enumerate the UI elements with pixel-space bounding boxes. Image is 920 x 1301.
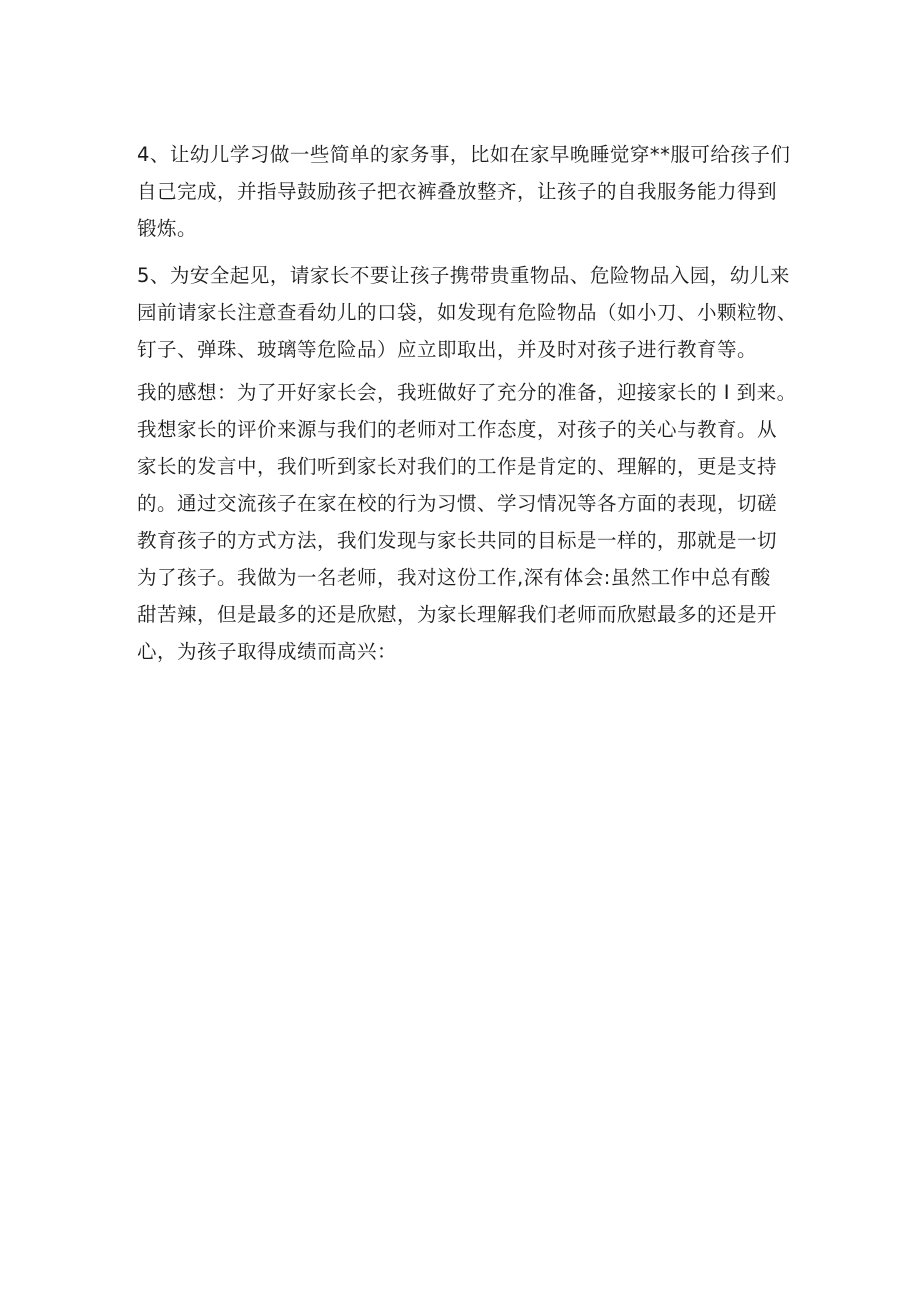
paragraph-line: 为了孩子。我做为一名老师，我对这份工作,深有体会:虽然工作中总有酸 — [137, 566, 771, 589]
paragraph-line: 自己完成，并指导鼓励孩子把衣裤叠放整齐，让孩子的自我服务能力得到 — [137, 180, 778, 203]
paragraph-line: 教育孩子的方式方法，我们发现与家长共同的目标是一样的，那就是一切 — [137, 529, 778, 552]
item-5-paragraph — [137, 257, 797, 368]
paragraph-line: 园前请家长注意查看幼儿的口袋，如发现有危险物品（如小刀、小颗粒物、 — [137, 301, 798, 324]
paragraph-line: 4、让幼儿学习做一些简单的家务事，比如在家早晚睡觉穿**服可给孩子们 — [137, 143, 791, 166]
paragraph-line: 心，为孩子取得成绩而高兴： — [137, 640, 398, 663]
paragraph-line: 我想家长的评价来源与我们的老师对工作态度，对孩子的关心与教育。从 — [137, 418, 778, 441]
paragraph-spacer — [137, 247, 797, 257]
paragraph-line: 钉子、弹珠、玻璃等危险品）应立即取出，并及时对孩子进行教育等。 — [137, 338, 758, 361]
paragraph-line: 锻炼。 — [137, 217, 198, 240]
paragraph-line: 甜苦辣，但是最多的还是欣慰，为家长理解我们老师而欣慰最多的还是开 — [137, 603, 778, 626]
paragraph-line: 家长的发言中，我们听到家长对我们的工作是肯定的、理解的，更是支持 — [137, 455, 778, 478]
item-4-paragraph — [137, 136, 797, 247]
reflection-paragraph — [137, 374, 797, 670]
document-body — [137, 136, 797, 670]
paragraph-line: 我的感想：为了开好家长会，我班做好了充分的准备，迎接家长的 I 到来。 — [137, 381, 797, 404]
paragraph-line: 的。通过交流孩子在家在校的行为习惯、学习情况等各方面的表现，切磋 — [137, 492, 778, 515]
paragraph-line: 5、为安全起见，请家长不要让孩子携带贵重物品、危险物品入园，幼儿来 — [137, 264, 790, 287]
